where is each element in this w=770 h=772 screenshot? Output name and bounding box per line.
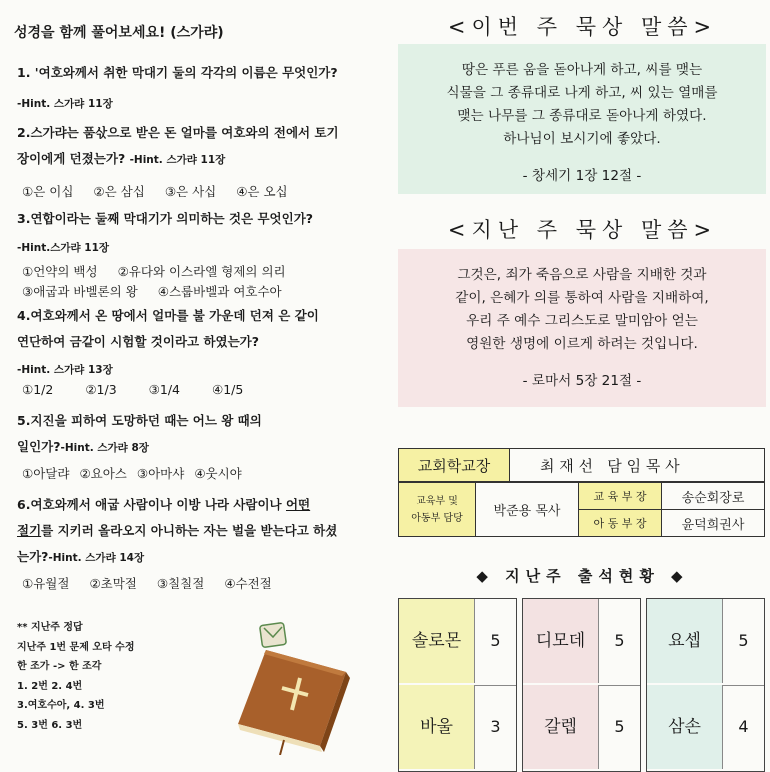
attendance-card <box>646 598 765 772</box>
right-column <box>395 0 770 772</box>
verse-line: 식물을 그 종류대로 나게 하고, 씨 있는 열매를 <box>446 85 718 101</box>
edu-label: 교육부 및 <box>416 495 458 507</box>
question-5-line-2 <box>17 434 387 461</box>
attendance-group <box>399 685 516 771</box>
attendance-title: ◆ 지난주 출석현황 ◆ <box>476 567 689 585</box>
option: ①1/2 <box>22 382 54 397</box>
group-name: 삼손 <box>647 685 723 769</box>
option: ④웃시야 <box>194 466 242 481</box>
attendance-group <box>523 599 640 686</box>
last-week-verse <box>398 249 766 393</box>
question-4 <box>17 303 387 355</box>
question-2-line-2 <box>17 146 387 173</box>
group-name: 갈렙 <box>523 685 599 769</box>
question-2 <box>17 120 387 173</box>
question-2-line-1: 2.스가랴는 품삯으로 받은 돈 얼마를 여호와의 전에서 토기 <box>17 125 339 140</box>
child-dept-label: 아 동 부 장 <box>579 510 662 537</box>
bible-icon <box>228 620 358 755</box>
quiz-heading: 성경을 함께 풀어보세요! (스가랴) <box>14 25 224 41</box>
edu-dept-label: 교 육 부 장 <box>579 483 662 510</box>
verse-line: 땅은 푸른 움을 돋아나게 하고, 씨를 맺는 <box>461 62 703 78</box>
edu-label: 아동부 담당 <box>411 512 463 524</box>
principal-label: 교회학교장 <box>399 449 510 482</box>
answers-line: ** 지난주 정답 <box>17 622 83 633</box>
verse-line: 그것은, 죄가 죽음으로 사람을 지배한 것과 <box>457 267 707 283</box>
edu-dept-name: 송순회장로 <box>662 483 765 510</box>
verse-line: 우리 주 예수 그리스도로 말미암아 얻는 <box>466 313 698 329</box>
group-count: 5 <box>614 631 625 650</box>
question-3: 3.연합이라는 둘째 막대기가 의미하는 것은 무엇인가? <box>17 211 314 226</box>
attendance-card <box>398 598 517 772</box>
edu-label-cell <box>399 483 476 537</box>
last-week-answers <box>17 618 134 735</box>
question-1-hint: -Hint. 스가랴 11장 <box>17 98 113 110</box>
this-week-verse-box <box>398 44 766 194</box>
answers-line: 한 조가 -> 한 조각 <box>17 661 102 672</box>
question-6-text: 를 지키러 올라오지 아니하는 자는 벌을 받는다고 하셨 <box>41 523 338 538</box>
question-6-options <box>22 574 272 592</box>
option: ①유월절 <box>22 576 70 591</box>
last-week-verse-box <box>398 249 766 407</box>
option: ④수전절 <box>224 576 272 591</box>
question-6-underline: 어떤 <box>285 497 311 512</box>
option: ②유다와 이스라엘 형제의 의리 <box>117 264 286 279</box>
question-3-options-b <box>22 282 282 300</box>
option: ③1/4 <box>148 382 180 397</box>
question-6 <box>17 492 387 571</box>
question-6-line-3 <box>17 544 387 571</box>
attendance-card <box>522 598 641 772</box>
question-4-hint: -Hint. 스가랴 13장 <box>17 364 113 376</box>
question-1: 1. '여호와께서 취한 막대기 둘의 각각의 이름은 무엇인가? <box>17 65 338 80</box>
question-6-line-2 <box>17 518 387 544</box>
question-3-hint: -Hint.스가랴 11장 <box>17 242 110 254</box>
this-week-verse <box>398 44 766 188</box>
group-count: 5 <box>490 631 501 650</box>
answers-line: 1. 2번 2. 4번 <box>17 680 83 692</box>
group-count: 3 <box>490 717 501 736</box>
group-name: 바울 <box>399 685 475 769</box>
question-6-hint: -Hint. 스가랴 14장 <box>48 552 145 564</box>
answers-line: 5. 3번 6. 3번 <box>17 719 83 731</box>
group-count: 5 <box>614 717 625 736</box>
group-name: 요셉 <box>647 599 723 683</box>
option: ③칠칠절 <box>156 576 205 591</box>
option: ③아마샤 <box>136 466 185 481</box>
question-3-options-a <box>22 262 286 280</box>
option: ③은 사십 <box>164 184 217 199</box>
question-6-text: 6.여호와께서 애굽 사람이나 이방 나라 사람이나 <box>17 497 286 512</box>
option: ①은 이십 <box>22 184 74 199</box>
option: ②1/3 <box>85 382 117 397</box>
group-name: 솔로몬 <box>399 599 475 683</box>
question-5-options <box>22 464 242 482</box>
question-2-options <box>22 182 288 200</box>
principal-name: 최 재 선 담 임 목 사 <box>510 449 765 482</box>
this-week-title: <이번 주 묵상 말씀> <box>447 15 718 39</box>
option: ②은 삼십 <box>93 184 145 199</box>
verse-reference: - 창세기 1장 12절 - <box>522 168 642 184</box>
option: ③애굽과 바벨론의 왕 <box>22 284 138 299</box>
attendance-group <box>399 599 516 686</box>
group-count: 5 <box>738 631 749 650</box>
question-6-underline: 절기 <box>17 523 42 538</box>
question-2-text: 장이에게 던졌는가? <box>17 151 126 166</box>
attendance-group <box>647 599 764 686</box>
question-6-text: 는가? <box>17 549 49 564</box>
verse-line: 맺는 나무를 그 종류대로 돋아나게 하였다. <box>457 108 707 124</box>
option: ②요아스 <box>79 466 127 481</box>
question-4-line-2: 연단하여 금같이 시험할 것이라고 하였는가? <box>17 334 260 349</box>
child-dept-name: 윤덕희권사 <box>662 510 765 537</box>
option: ④1/5 <box>211 382 244 397</box>
last-week-title: <지난 주 묵상 말씀> <box>447 218 718 242</box>
group-count: 4 <box>738 717 749 736</box>
question-6-line-1 <box>17 492 387 518</box>
answers-line: 지난주 1번 문제 오타 수정 <box>17 641 135 653</box>
verse-line: 하나님이 보시기에 좋았다. <box>503 131 661 147</box>
principal-table <box>398 448 765 482</box>
verse-reference: - 로마서 5장 21절 - <box>522 373 642 389</box>
attendance-group <box>647 685 764 771</box>
question-5-text: 일인가? <box>17 439 61 454</box>
group-name: 디모데 <box>523 599 599 683</box>
question-5-line-1: 5.지진을 피하여 도망하던 때는 어느 왕 때의 <box>17 413 262 428</box>
option: ①아달랴 <box>22 466 70 481</box>
question-4-options <box>22 382 243 397</box>
answers-line: 3.여호수아, 4. 3번 <box>17 700 105 711</box>
staff-table <box>398 482 765 537</box>
verse-line: 같이, 은혜가 의를 통하여 사람을 지배하여, <box>455 290 709 306</box>
question-4-line-1: 4.여호와께서 온 땅에서 얼마를 불 가운데 던져 은 같이 <box>17 308 319 323</box>
option: ④은 오십 <box>236 184 288 199</box>
option: ①언약의 백성 <box>22 264 98 279</box>
option: ②초막절 <box>89 576 137 591</box>
question-2-hint: -Hint. 스가랴 11장 <box>129 154 226 166</box>
question-5-hint: -Hint. 스가랴 8장 <box>60 442 149 454</box>
verse-line: 영원한 생명에 이르게 하려는 것입니다. <box>466 336 698 352</box>
question-5 <box>17 408 387 461</box>
attendance-group <box>523 685 640 771</box>
edu-name: 박준용 목사 <box>476 483 579 537</box>
option: ④스룹바벨과 여호수아 <box>157 284 282 299</box>
